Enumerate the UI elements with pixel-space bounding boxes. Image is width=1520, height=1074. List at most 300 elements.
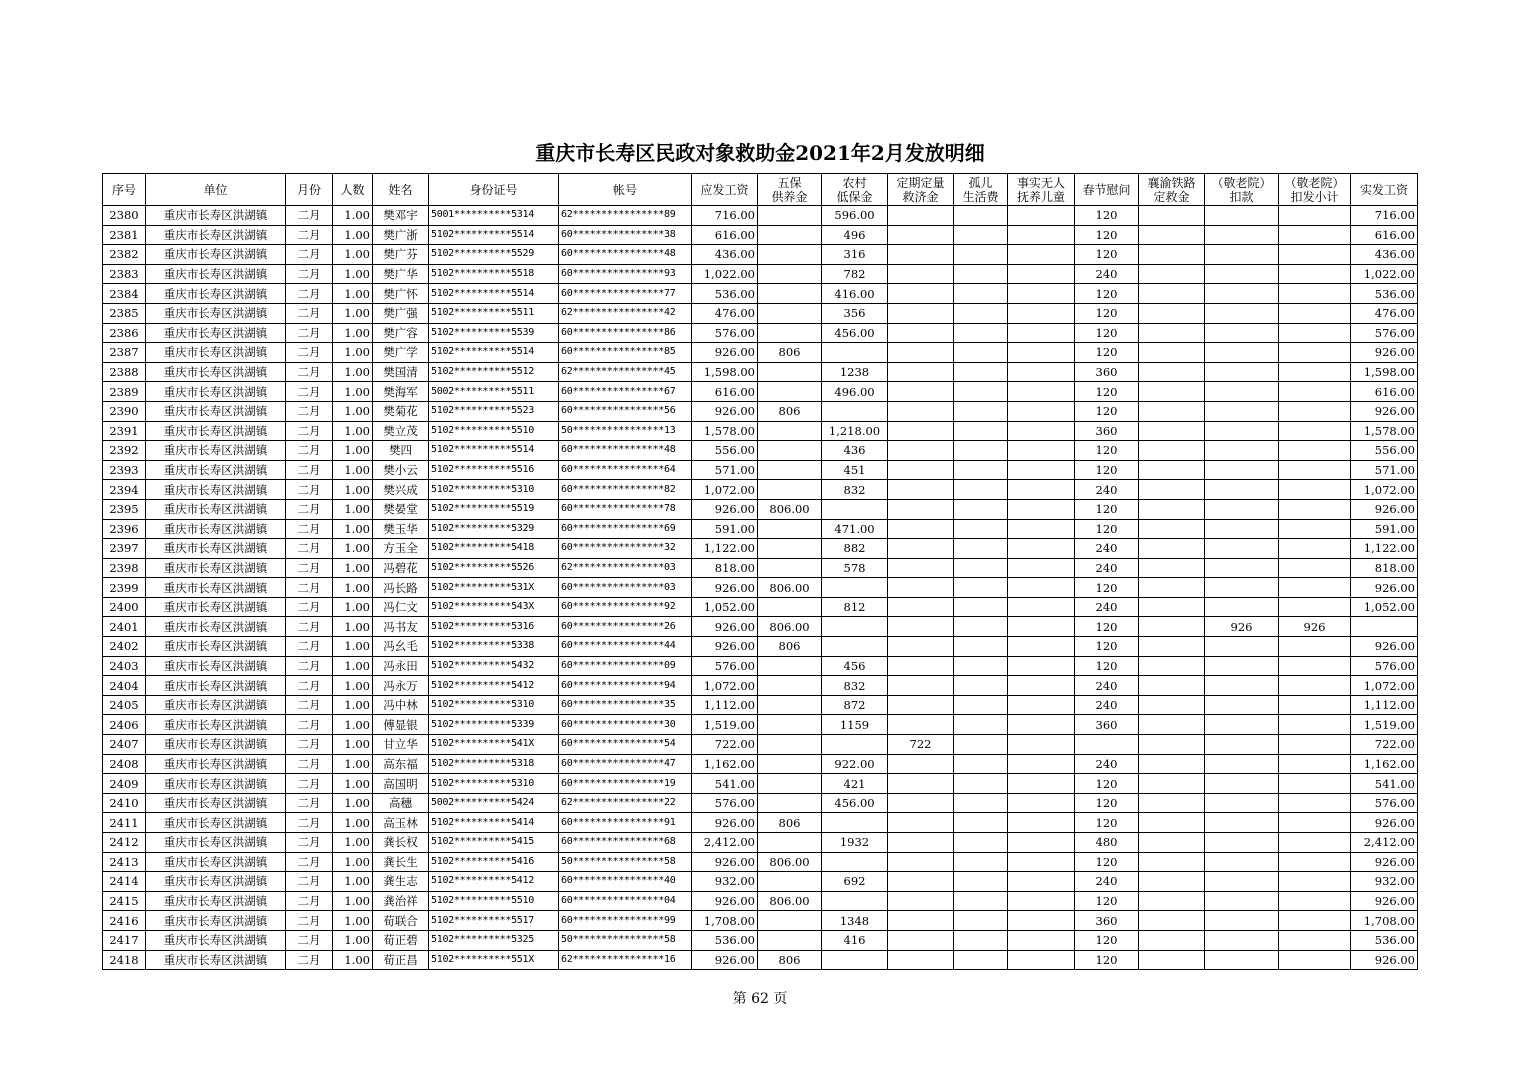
net-pay-cell: 818.00 bbox=[1351, 558, 1418, 578]
account-number-cell: 60****************26 bbox=[559, 617, 692, 637]
orphan-allowance-cell bbox=[954, 930, 1008, 950]
gross-pay-cell: 926.00 bbox=[692, 499, 758, 519]
orphan-allowance-cell bbox=[954, 637, 1008, 657]
net-pay-cell: 1,519.00 bbox=[1351, 715, 1418, 735]
net-pay-cell: 1,072.00 bbox=[1351, 480, 1418, 500]
name-cell: 龚长权 bbox=[373, 833, 429, 853]
regular-relief-cell bbox=[888, 264, 954, 284]
id-number-cell: 5102**********5310 bbox=[429, 695, 559, 715]
regular-relief-cell bbox=[888, 813, 954, 833]
nursing-home-deduction-cell bbox=[1205, 656, 1279, 676]
name-cell: 冯碧花 bbox=[373, 558, 429, 578]
headcount-cell: 1.00 bbox=[333, 950, 373, 970]
unit-cell: 重庆市长寿区洪湖镇 bbox=[146, 950, 286, 970]
column-header: 事实无人 抚养儿童 bbox=[1008, 174, 1075, 206]
month-cell: 二月 bbox=[286, 539, 333, 559]
header-row bbox=[103, 174, 1418, 206]
unit-cell: 重庆市长寿区洪湖镇 bbox=[146, 676, 286, 696]
spring-festival-visit-cell: 360 bbox=[1075, 715, 1139, 735]
unit-cell: 重庆市长寿区洪湖镇 bbox=[146, 519, 286, 539]
five-guarantee-fund-cell bbox=[758, 225, 822, 245]
column-header: 姓名 bbox=[373, 174, 429, 206]
railway-relief-cell bbox=[1139, 460, 1205, 480]
column-header: 孤儿 生活费 bbox=[954, 174, 1008, 206]
net-pay-cell: 576.00 bbox=[1351, 323, 1418, 343]
net-pay-cell: 576.00 bbox=[1351, 656, 1418, 676]
nursing-home-deduction-subtotal-cell bbox=[1279, 715, 1351, 735]
unsupported-child-cell bbox=[1008, 401, 1075, 421]
table-row bbox=[103, 813, 1418, 833]
five-guarantee-fund-cell bbox=[758, 833, 822, 853]
table-row bbox=[103, 637, 1418, 657]
headcount-cell: 1.00 bbox=[333, 735, 373, 755]
spring-festival-visit-cell: 120 bbox=[1075, 891, 1139, 911]
account-number-cell: 62****************42 bbox=[559, 303, 692, 323]
railway-relief-cell bbox=[1139, 852, 1205, 872]
nursing-home-deduction-subtotal-cell bbox=[1279, 499, 1351, 519]
spring-festival-visit-cell: 240 bbox=[1075, 676, 1139, 696]
railway-relief-cell bbox=[1139, 480, 1205, 500]
name-cell: 荀联合 bbox=[373, 911, 429, 931]
nursing-home-deduction-cell bbox=[1205, 460, 1279, 480]
nursing-home-deduction-cell bbox=[1205, 813, 1279, 833]
unsupported-child-cell bbox=[1008, 421, 1075, 441]
month-cell: 二月 bbox=[286, 891, 333, 911]
regular-relief-cell bbox=[888, 891, 954, 911]
unit-cell: 重庆市长寿区洪湖镇 bbox=[146, 284, 286, 304]
regular-relief-cell bbox=[888, 950, 954, 970]
month-cell: 二月 bbox=[286, 872, 333, 892]
nursing-home-deduction-cell bbox=[1205, 303, 1279, 323]
headcount-cell: 1.00 bbox=[333, 715, 373, 735]
nursing-home-deduction-subtotal-cell bbox=[1279, 362, 1351, 382]
rural-minimum-living-cell: 1159 bbox=[822, 715, 888, 735]
nursing-home-deduction-cell bbox=[1205, 578, 1279, 598]
serial-number-cell: 2384 bbox=[103, 284, 146, 304]
account-number-cell: 60****************19 bbox=[559, 774, 692, 794]
unsupported-child-cell bbox=[1008, 891, 1075, 911]
gross-pay-cell: 576.00 bbox=[692, 656, 758, 676]
nursing-home-deduction-cell bbox=[1205, 695, 1279, 715]
id-number-cell: 5102**********5329 bbox=[429, 519, 559, 539]
gross-pay-cell: 926.00 bbox=[692, 891, 758, 911]
serial-number-cell: 2412 bbox=[103, 833, 146, 853]
rural-minimum-living-cell: 1932 bbox=[822, 833, 888, 853]
name-cell: 冯仁文 bbox=[373, 597, 429, 617]
net-pay-cell: 926.00 bbox=[1351, 813, 1418, 833]
name-cell: 荀正碧 bbox=[373, 930, 429, 950]
account-number-cell: 60****************38 bbox=[559, 225, 692, 245]
net-pay-cell: 1,072.00 bbox=[1351, 676, 1418, 696]
name-cell: 冯幺毛 bbox=[373, 637, 429, 657]
unit-cell: 重庆市长寿区洪湖镇 bbox=[146, 656, 286, 676]
nursing-home-deduction-cell bbox=[1205, 715, 1279, 735]
serial-number-cell: 2400 bbox=[103, 597, 146, 617]
regular-relief-cell bbox=[888, 637, 954, 657]
id-number-cell: 5102**********5412 bbox=[429, 872, 559, 892]
orphan-allowance-cell bbox=[954, 597, 1008, 617]
regular-relief-cell bbox=[888, 911, 954, 931]
account-number-cell: 62****************16 bbox=[559, 950, 692, 970]
table-row bbox=[103, 656, 1418, 676]
orphan-allowance-cell bbox=[954, 206, 1008, 226]
month-cell: 二月 bbox=[286, 362, 333, 382]
rural-minimum-living-cell: 316 bbox=[822, 245, 888, 265]
table-row bbox=[103, 891, 1418, 911]
relief-payment-table bbox=[102, 173, 1418, 970]
unit-cell: 重庆市长寿区洪湖镇 bbox=[146, 930, 286, 950]
month-cell: 二月 bbox=[286, 715, 333, 735]
rural-minimum-living-cell: 832 bbox=[822, 480, 888, 500]
id-number-cell: 5102**********541X bbox=[429, 735, 559, 755]
nursing-home-deduction-subtotal-cell bbox=[1279, 754, 1351, 774]
rural-minimum-living-cell bbox=[822, 852, 888, 872]
account-number-cell: 50****************13 bbox=[559, 421, 692, 441]
railway-relief-cell bbox=[1139, 676, 1205, 696]
rural-minimum-living-cell: 812 bbox=[822, 597, 888, 617]
serial-number-cell: 2396 bbox=[103, 519, 146, 539]
net-pay-cell: 1,598.00 bbox=[1351, 362, 1418, 382]
nursing-home-deduction-cell bbox=[1205, 597, 1279, 617]
spring-festival-visit-cell: 120 bbox=[1075, 303, 1139, 323]
rural-minimum-living-cell: 356 bbox=[822, 303, 888, 323]
headcount-cell: 1.00 bbox=[333, 656, 373, 676]
account-number-cell: 60****************44 bbox=[559, 637, 692, 657]
orphan-allowance-cell bbox=[954, 401, 1008, 421]
net-pay-cell: 536.00 bbox=[1351, 284, 1418, 304]
nursing-home-deduction-cell bbox=[1205, 891, 1279, 911]
unsupported-child-cell bbox=[1008, 578, 1075, 598]
table-row bbox=[103, 499, 1418, 519]
railway-relief-cell bbox=[1139, 754, 1205, 774]
railway-relief-cell bbox=[1139, 813, 1205, 833]
table-row bbox=[103, 715, 1418, 735]
nursing-home-deduction-subtotal-cell bbox=[1279, 852, 1351, 872]
orphan-allowance-cell bbox=[954, 303, 1008, 323]
nursing-home-deduction-cell bbox=[1205, 735, 1279, 755]
orphan-allowance-cell bbox=[954, 578, 1008, 598]
month-cell: 二月 bbox=[286, 911, 333, 931]
regular-relief-cell bbox=[888, 499, 954, 519]
spring-festival-visit-cell bbox=[1075, 735, 1139, 755]
nursing-home-deduction-cell bbox=[1205, 676, 1279, 696]
nursing-home-deduction-cell bbox=[1205, 793, 1279, 813]
headcount-cell: 1.00 bbox=[333, 480, 373, 500]
unit-cell: 重庆市长寿区洪湖镇 bbox=[146, 637, 286, 657]
page-number: 第 62 页 bbox=[732, 991, 788, 1007]
table-row bbox=[103, 578, 1418, 598]
serial-number-cell: 2406 bbox=[103, 715, 146, 735]
railway-relief-cell bbox=[1139, 558, 1205, 578]
serial-number-cell: 2382 bbox=[103, 245, 146, 265]
name-cell: 龚生志 bbox=[373, 872, 429, 892]
headcount-cell: 1.00 bbox=[333, 813, 373, 833]
gross-pay-cell: 926.00 bbox=[692, 617, 758, 637]
account-number-cell: 60****************77 bbox=[559, 284, 692, 304]
gross-pay-cell: 1,122.00 bbox=[692, 539, 758, 559]
name-cell: 樊晏堂 bbox=[373, 499, 429, 519]
unit-cell: 重庆市长寿区洪湖镇 bbox=[146, 480, 286, 500]
account-number-cell: 62****************03 bbox=[559, 558, 692, 578]
headcount-cell: 1.00 bbox=[333, 460, 373, 480]
railway-relief-cell bbox=[1139, 578, 1205, 598]
railway-relief-cell bbox=[1139, 950, 1205, 970]
five-guarantee-fund-cell bbox=[758, 206, 822, 226]
unsupported-child-cell bbox=[1008, 264, 1075, 284]
unit-cell: 重庆市长寿区洪湖镇 bbox=[146, 343, 286, 363]
id-number-cell: 5102**********543X bbox=[429, 597, 559, 617]
railway-relief-cell bbox=[1139, 735, 1205, 755]
unit-cell: 重庆市长寿区洪湖镇 bbox=[146, 499, 286, 519]
id-number-cell: 5102**********5339 bbox=[429, 715, 559, 735]
headcount-cell: 1.00 bbox=[333, 930, 373, 950]
regular-relief-cell bbox=[888, 362, 954, 382]
railway-relief-cell bbox=[1139, 597, 1205, 617]
gross-pay-cell: 591.00 bbox=[692, 519, 758, 539]
name-cell: 甘立华 bbox=[373, 735, 429, 755]
table-row bbox=[103, 225, 1418, 245]
net-pay-cell: 926.00 bbox=[1351, 499, 1418, 519]
five-guarantee-fund-cell: 806 bbox=[758, 637, 822, 657]
orphan-allowance-cell bbox=[954, 519, 1008, 539]
gross-pay-cell: 616.00 bbox=[692, 382, 758, 402]
five-guarantee-fund-cell bbox=[758, 382, 822, 402]
regular-relief-cell bbox=[888, 303, 954, 323]
nursing-home-deduction-subtotal-cell bbox=[1279, 813, 1351, 833]
regular-relief-cell bbox=[888, 382, 954, 402]
table-row bbox=[103, 264, 1418, 284]
name-cell: 冯中林 bbox=[373, 695, 429, 715]
net-pay-cell: 571.00 bbox=[1351, 460, 1418, 480]
spring-festival-visit-cell: 360 bbox=[1075, 911, 1139, 931]
name-cell: 樊玉华 bbox=[373, 519, 429, 539]
unit-cell: 重庆市长寿区洪湖镇 bbox=[146, 264, 286, 284]
id-number-cell: 5102**********5325 bbox=[429, 930, 559, 950]
id-number-cell: 5102**********5529 bbox=[429, 245, 559, 265]
account-number-cell: 60****************54 bbox=[559, 735, 692, 755]
table-row bbox=[103, 206, 1418, 226]
unsupported-child-cell bbox=[1008, 754, 1075, 774]
serial-number-cell: 2410 bbox=[103, 793, 146, 813]
nursing-home-deduction-subtotal-cell: 926 bbox=[1279, 617, 1351, 637]
nursing-home-deduction-cell bbox=[1205, 225, 1279, 245]
gross-pay-cell: 556.00 bbox=[692, 441, 758, 461]
serial-number-cell: 2409 bbox=[103, 774, 146, 794]
month-cell: 二月 bbox=[286, 245, 333, 265]
headcount-cell: 1.00 bbox=[333, 421, 373, 441]
railway-relief-cell bbox=[1139, 382, 1205, 402]
nursing-home-deduction-cell bbox=[1205, 911, 1279, 931]
account-number-cell: 60****************99 bbox=[559, 911, 692, 931]
column-header: （敬老院） 扣款 bbox=[1205, 174, 1279, 206]
nursing-home-deduction-cell bbox=[1205, 519, 1279, 539]
gross-pay-cell: 1,598.00 bbox=[692, 362, 758, 382]
regular-relief-cell bbox=[888, 401, 954, 421]
name-cell: 樊兴成 bbox=[373, 480, 429, 500]
orphan-allowance-cell bbox=[954, 695, 1008, 715]
unit-cell: 重庆市长寿区洪湖镇 bbox=[146, 715, 286, 735]
spring-festival-visit-cell: 240 bbox=[1075, 754, 1139, 774]
net-pay-cell: 716.00 bbox=[1351, 206, 1418, 226]
nursing-home-deduction-subtotal-cell bbox=[1279, 676, 1351, 696]
headcount-cell: 1.00 bbox=[333, 303, 373, 323]
name-cell: 樊广怀 bbox=[373, 284, 429, 304]
table-row bbox=[103, 930, 1418, 950]
net-pay-cell: 476.00 bbox=[1351, 303, 1418, 323]
account-number-cell: 50****************58 bbox=[559, 930, 692, 950]
orphan-allowance-cell bbox=[954, 441, 1008, 461]
nursing-home-deduction-cell bbox=[1205, 245, 1279, 265]
table-row bbox=[103, 852, 1418, 872]
nursing-home-deduction-subtotal-cell bbox=[1279, 793, 1351, 813]
regular-relief-cell bbox=[888, 480, 954, 500]
month-cell: 二月 bbox=[286, 578, 333, 598]
five-guarantee-fund-cell: 806 bbox=[758, 401, 822, 421]
gross-pay-cell: 716.00 bbox=[692, 206, 758, 226]
gross-pay-cell: 926.00 bbox=[692, 813, 758, 833]
month-cell: 二月 bbox=[286, 343, 333, 363]
id-number-cell: 5102**********5412 bbox=[429, 676, 559, 696]
unsupported-child-cell bbox=[1008, 480, 1075, 500]
account-number-cell: 62****************89 bbox=[559, 206, 692, 226]
name-cell: 龚长生 bbox=[373, 852, 429, 872]
headcount-cell: 1.00 bbox=[333, 441, 373, 461]
id-number-cell: 5102**********5523 bbox=[429, 401, 559, 421]
regular-relief-cell bbox=[888, 460, 954, 480]
rural-minimum-living-cell: 832 bbox=[822, 676, 888, 696]
account-number-cell: 60****************04 bbox=[559, 891, 692, 911]
regular-relief-cell bbox=[888, 852, 954, 872]
account-number-cell: 60****************56 bbox=[559, 401, 692, 421]
id-number-cell: 5102**********5514 bbox=[429, 284, 559, 304]
month-cell: 二月 bbox=[286, 225, 333, 245]
month-cell: 二月 bbox=[286, 754, 333, 774]
account-number-cell: 60****************48 bbox=[559, 245, 692, 265]
unsupported-child-cell bbox=[1008, 539, 1075, 559]
orphan-allowance-cell bbox=[954, 245, 1008, 265]
gross-pay-cell: 576.00 bbox=[692, 793, 758, 813]
headcount-cell: 1.00 bbox=[333, 225, 373, 245]
orphan-allowance-cell bbox=[954, 539, 1008, 559]
five-guarantee-fund-cell bbox=[758, 245, 822, 265]
spring-festival-visit-cell: 240 bbox=[1075, 480, 1139, 500]
month-cell: 二月 bbox=[286, 656, 333, 676]
spring-festival-visit-cell: 120 bbox=[1075, 499, 1139, 519]
account-number-cell: 60****************09 bbox=[559, 656, 692, 676]
nursing-home-deduction-subtotal-cell bbox=[1279, 656, 1351, 676]
net-pay-cell bbox=[1351, 617, 1418, 637]
spring-festival-visit-cell: 120 bbox=[1075, 950, 1139, 970]
month-cell: 二月 bbox=[286, 480, 333, 500]
name-cell: 高穗 bbox=[373, 793, 429, 813]
month-cell: 二月 bbox=[286, 930, 333, 950]
nursing-home-deduction-subtotal-cell bbox=[1279, 421, 1351, 441]
id-number-cell: 5102**********5514 bbox=[429, 225, 559, 245]
column-header: 实发工资 bbox=[1351, 174, 1418, 206]
nursing-home-deduction-subtotal-cell bbox=[1279, 930, 1351, 950]
gross-pay-cell: 536.00 bbox=[692, 930, 758, 950]
column-header: 春节慰问 bbox=[1075, 174, 1139, 206]
spring-festival-visit-cell: 240 bbox=[1075, 695, 1139, 715]
serial-number-cell: 2417 bbox=[103, 930, 146, 950]
orphan-allowance-cell bbox=[954, 891, 1008, 911]
table-row bbox=[103, 597, 1418, 617]
headcount-cell: 1.00 bbox=[333, 676, 373, 696]
headcount-cell: 1.00 bbox=[333, 754, 373, 774]
rural-minimum-living-cell: 456.00 bbox=[822, 793, 888, 813]
month-cell: 二月 bbox=[286, 637, 333, 657]
name-cell: 樊立茂 bbox=[373, 421, 429, 441]
nursing-home-deduction-cell bbox=[1205, 930, 1279, 950]
spring-festival-visit-cell: 120 bbox=[1075, 460, 1139, 480]
gross-pay-cell: 436.00 bbox=[692, 245, 758, 265]
regular-relief-cell bbox=[888, 774, 954, 794]
nursing-home-deduction-cell bbox=[1205, 323, 1279, 343]
table-row bbox=[103, 950, 1418, 970]
unsupported-child-cell bbox=[1008, 950, 1075, 970]
railway-relief-cell bbox=[1139, 441, 1205, 461]
gross-pay-cell: 722.00 bbox=[692, 735, 758, 755]
net-pay-cell: 1,122.00 bbox=[1351, 539, 1418, 559]
orphan-allowance-cell bbox=[954, 264, 1008, 284]
nursing-home-deduction-cell bbox=[1205, 833, 1279, 853]
spring-festival-visit-cell: 120 bbox=[1075, 206, 1139, 226]
unit-cell: 重庆市长寿区洪湖镇 bbox=[146, 441, 286, 461]
column-header: 襄渝铁路 定救金 bbox=[1139, 174, 1205, 206]
regular-relief-cell bbox=[888, 676, 954, 696]
unit-cell: 重庆市长寿区洪湖镇 bbox=[146, 539, 286, 559]
unsupported-child-cell bbox=[1008, 656, 1075, 676]
net-pay-cell: 926.00 bbox=[1351, 343, 1418, 363]
serial-number-cell: 2402 bbox=[103, 637, 146, 657]
serial-number-cell: 2385 bbox=[103, 303, 146, 323]
five-guarantee-fund-cell: 806.00 bbox=[758, 578, 822, 598]
orphan-allowance-cell bbox=[954, 793, 1008, 813]
headcount-cell: 1.00 bbox=[333, 382, 373, 402]
spring-festival-visit-cell: 360 bbox=[1075, 362, 1139, 382]
unsupported-child-cell bbox=[1008, 813, 1075, 833]
five-guarantee-fund-cell bbox=[758, 597, 822, 617]
rural-minimum-living-cell: 496 bbox=[822, 225, 888, 245]
rural-minimum-living-cell bbox=[822, 499, 888, 519]
regular-relief-cell bbox=[888, 754, 954, 774]
rural-minimum-living-cell bbox=[822, 735, 888, 755]
unsupported-child-cell bbox=[1008, 597, 1075, 617]
spring-festival-visit-cell: 120 bbox=[1075, 401, 1139, 421]
table-row bbox=[103, 441, 1418, 461]
five-guarantee-fund-cell bbox=[758, 264, 822, 284]
serial-number-cell: 2401 bbox=[103, 617, 146, 637]
table-row bbox=[103, 754, 1418, 774]
account-number-cell: 60****************91 bbox=[559, 813, 692, 833]
table-row bbox=[103, 539, 1418, 559]
five-guarantee-fund-cell bbox=[758, 872, 822, 892]
unsupported-child-cell bbox=[1008, 245, 1075, 265]
unit-cell: 重庆市长寿区洪湖镇 bbox=[146, 597, 286, 617]
table-row bbox=[103, 480, 1418, 500]
regular-relief-cell bbox=[888, 597, 954, 617]
gross-pay-cell: 571.00 bbox=[692, 460, 758, 480]
net-pay-cell: 1,052.00 bbox=[1351, 597, 1418, 617]
rural-minimum-living-cell bbox=[822, 617, 888, 637]
five-guarantee-fund-cell: 806.00 bbox=[758, 891, 822, 911]
serial-number-cell: 2399 bbox=[103, 578, 146, 598]
regular-relief-cell bbox=[888, 872, 954, 892]
serial-number-cell: 2389 bbox=[103, 382, 146, 402]
five-guarantee-fund-cell bbox=[758, 735, 822, 755]
column-header: 单位 bbox=[146, 174, 286, 206]
rural-minimum-living-cell: 1348 bbox=[822, 911, 888, 931]
